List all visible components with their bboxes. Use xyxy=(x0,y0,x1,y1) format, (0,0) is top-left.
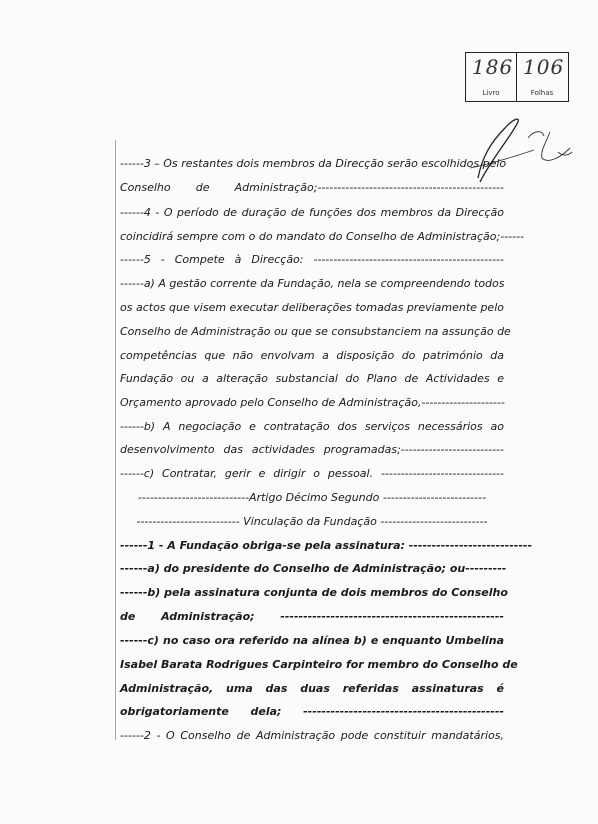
text-line-19: ------b) pela assinatura conjunta de dois membros do Conselho xyxy=(120,586,508,599)
text-line-7: os actos que visem executar deliberações tomadas previamente pelo xyxy=(120,301,504,314)
livro-cell xyxy=(466,53,517,101)
text-line-9: competências que não envolvam a disposição do património da xyxy=(120,349,504,362)
text-line-3: ------4 - O período de duração de funções dos membros da Direcção xyxy=(120,206,504,219)
text-line-5: ------5 - Compete à Direcção: ------------------------------------------------ xyxy=(120,253,504,266)
text-line-24: obrigatoriamente dela; -------------------------------------------- xyxy=(120,705,504,718)
text-line-1: ------3 – Os restantes dois membros da Direcção serão escolhidos pelo xyxy=(120,157,507,170)
text-line-22: Isabel Barata Rodrigues Carpinteiro for membro do Conselho de xyxy=(120,658,518,671)
text-line-4: coincidirá sempre com o do mandato do Conselho de Administração;------ xyxy=(120,230,525,243)
text-line-2: Conselho de Administração;----------------------------------------------- xyxy=(120,181,504,194)
book-page-stamp xyxy=(465,52,569,102)
text-line-25: ------2 - O Conselho de Administração pode constituir mandatários, xyxy=(120,729,504,742)
folhas-cell xyxy=(517,53,567,101)
text-line-21: ------c) no caso ora referido na alínea b) e enquanto Umbelina xyxy=(120,634,504,647)
text-line-12: ------b) A negociação e contratação dos serviços necessários ao xyxy=(120,420,504,433)
text-line-17: ------1 - A Fundação obriga-se pela assinatura: --------------------------- xyxy=(120,539,533,552)
text-line-20: de Administração; ------------------------------------------------- xyxy=(120,610,504,623)
folhas-label: Folhas xyxy=(530,89,554,97)
text-line-6: ------a) A gestão corrente da Fundação, nela se compreendendo todos xyxy=(120,277,505,290)
article-subheading: -------------------------- Vinculação da Fundação --------------------------- xyxy=(136,515,488,528)
text-line-18: ------a) do presidente do Conselho de Administração; ou--------- xyxy=(120,562,507,575)
text-line-23: Administração, uma das duas referidas assinaturas é xyxy=(120,682,504,695)
article-heading: ----------------------------Artigo Décimo Segundo -------------------------- xyxy=(137,491,487,504)
folhas-number: 106 xyxy=(523,55,565,79)
text-line-11: Orçamento aprovado pelo Conselho de Administração,--------------------- xyxy=(120,396,505,409)
livro-label: Livro xyxy=(482,89,500,97)
text-line-8: Conselho de Administração ou que se consubstanciem na assunção de xyxy=(120,325,511,338)
text-line-13: desenvolvimento das actividades programadas;-------------------------- xyxy=(120,443,504,456)
livro-number: 186 xyxy=(472,55,514,79)
text-line-14: ------c) Contratar, gerir e dirigir o pessoal. ------------------------------- xyxy=(120,467,504,480)
text-line-10: Fundação ou a alteração substancial do Plano de Actividades e xyxy=(120,372,504,385)
